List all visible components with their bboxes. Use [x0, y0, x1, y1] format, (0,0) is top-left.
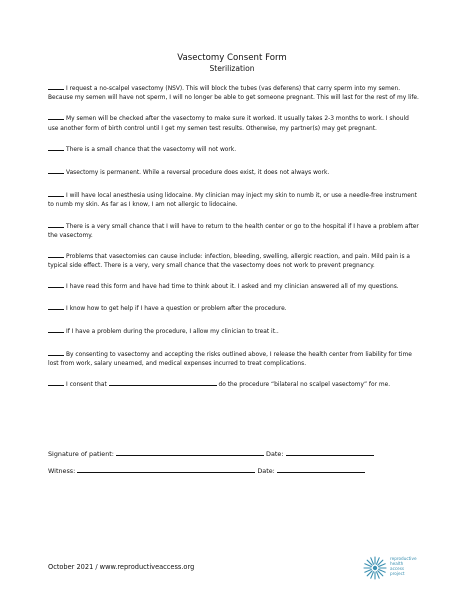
consent-item — [48, 190, 420, 210]
initial-blank[interactable] — [48, 83, 64, 90]
witness-date-label: Date: — [257, 467, 275, 475]
consent-item — [48, 113, 420, 133]
consent-prefix: I consent that — [66, 382, 107, 389]
consent-item — [48, 326, 420, 337]
consent-item-text: I will have local anesthesia using lidocaine. My clinician may inject my skin to numb it, or use a needle-free instrument to numb my skin. As far as I know, I am not allergic to lidocaine. — [48, 193, 417, 209]
page-subtitle: Sterilization — [209, 64, 255, 73]
witness-date-field[interactable] — [277, 466, 365, 473]
witness-signature-field[interactable] — [77, 466, 255, 473]
consent-item-text: My semen will be checked after the vasectomy to make sure it worked. It usually takes 2-3 months to work. I should use another form of birth control until I get my semen test results. Otherwise, my partner(s) may get pregnant. — [48, 116, 409, 132]
initial-blank[interactable] — [48, 303, 64, 310]
consent-item-text: By consenting to vasectomy and accepting the risks outlined above, I release the health center from liability for time lost from work, salary unearned, and medical expenses incurred to treat complications. — [48, 352, 412, 368]
consent-item — [48, 167, 420, 178]
logo-text — [390, 556, 417, 576]
consent-item — [48, 303, 420, 314]
logo-line: access — [390, 566, 405, 571]
consent-item-text: I know how to get help if I have a question or problem after the procedure. — [66, 305, 287, 312]
footer-text: October 2021 / www.reproductiveaccess.org — [48, 563, 195, 571]
consent-line — [48, 379, 420, 390]
consent-item-text: I request a no-scalpel vasectomy (NSV). This will block the tubes (vas deferens) that carry sperm into my semen. Because my semen will have not sperm, I will no longer be able to get someone pregnant. This will last for the rest of my life. — [48, 86, 419, 102]
consent-items — [48, 83, 420, 391]
consent-item-text: There is a very small chance that I will have to return to the health center or go to the hospital if I have a problem after the vasectomy. — [48, 223, 419, 239]
initial-blank[interactable] — [48, 379, 64, 386]
initial-blank[interactable] — [48, 167, 64, 174]
patient-signature-label: Signature of patient: — [48, 450, 114, 458]
initial-blank[interactable] — [48, 281, 64, 288]
logo-line: project — [390, 571, 405, 576]
patient-date-label: Date: — [266, 450, 284, 458]
consent-item — [48, 251, 420, 271]
page-title: Vasectomy Consent Form — [177, 53, 287, 63]
patient-signature-field[interactable] — [116, 449, 264, 456]
consent-item-text: There is a small chance that the vasectomy will not work. — [66, 146, 237, 153]
witness-signature-row — [48, 466, 428, 476]
consent-item-text: Problems that vasectomies can cause include: infection, bleeding, swelling, allergic reaction, and pain. Mild pain is a typical side effect. There is a very, very small chance that the vasectomy does not work to prevent pregnancy. — [48, 254, 411, 270]
consent-item — [48, 83, 420, 103]
consent-item — [48, 281, 420, 292]
initial-blank[interactable] — [48, 251, 64, 258]
initial-blank[interactable] — [48, 221, 64, 228]
patient-date-field[interactable] — [286, 449, 374, 456]
initial-blank[interactable] — [48, 349, 64, 356]
consent-item — [48, 144, 420, 155]
patient-signature-row — [48, 449, 428, 459]
consent-item-text: I have read this form and have had time to think about it. I asked and my clinician answered all of my questions. — [66, 284, 399, 291]
consent-item — [48, 349, 420, 369]
consent-item — [48, 221, 420, 241]
logo-line: health — [390, 561, 404, 566]
witness-label: Witness: — [48, 467, 76, 475]
consent-item-text: If I have a problem during the procedure, I allow my clinician to treat it.. — [66, 328, 279, 335]
initial-blank[interactable] — [48, 326, 64, 333]
clinician-name-field[interactable] — [109, 379, 217, 386]
logo-line: reproductive — [390, 556, 417, 561]
consent-item-text: Vasectomy is permanent. While a reversal procedure does exist, it does not always work. — [66, 170, 330, 177]
consent-suffix: do the procedure “bilateral no scalpel vasectomy” for me. — [218, 382, 391, 389]
initial-blank[interactable] — [48, 144, 64, 151]
initial-blank[interactable] — [48, 113, 64, 120]
initial-blank[interactable] — [48, 190, 64, 197]
